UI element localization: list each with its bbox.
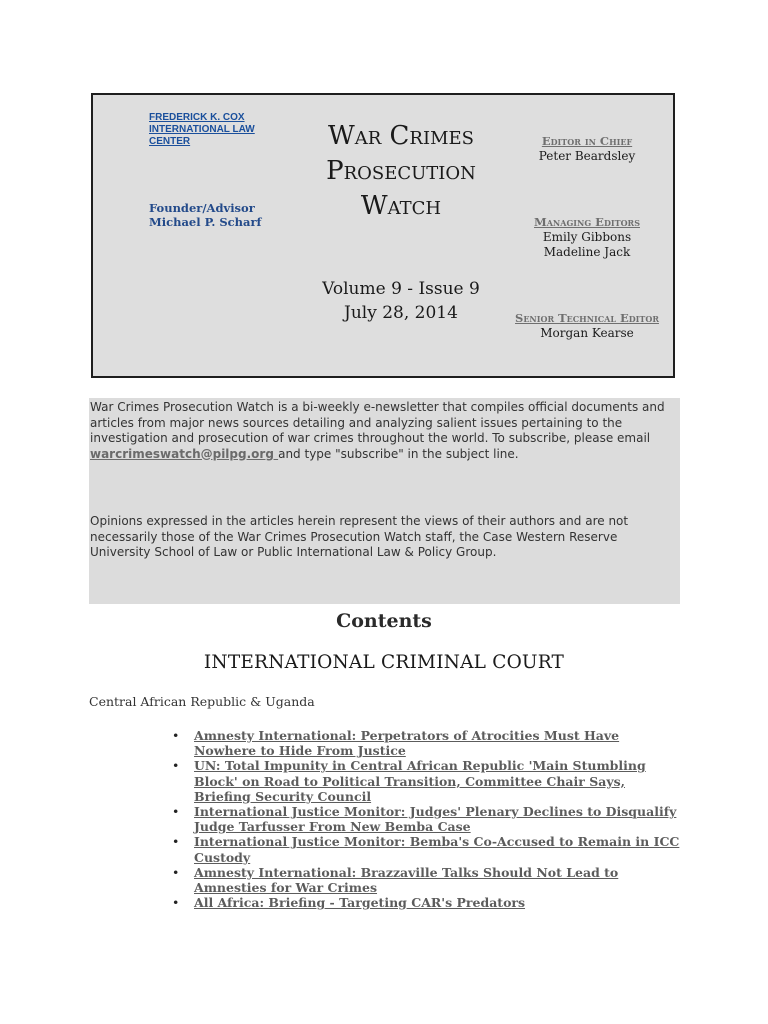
intro-panel [89, 398, 680, 604]
list-item [194, 728, 684, 758]
title-line-1: War Crimes [328, 121, 474, 151]
disclaimer-paragraph: Opinions expressed in the articles herein represent the views of their authors and are not necessarily those of the War Crimes Prosecution Watch staff, the Case Western Reserve University School of Law or Public International Law & Policy Group. [90, 514, 629, 559]
founder-name: Michael P. Scharf [149, 215, 262, 229]
managing-editors-label: Managing Editors [534, 215, 640, 229]
intro-text: War Crimes Prosecution Watch is a bi-weekly e-newsletter that compiles official documents and articles from major news sources detailing and analyzing salient issues pertaining to the investigation and prosecution of war crimes throughout the world. To subscribe, please email [90, 400, 665, 445]
article-link[interactable]: Amnesty International: Brazzaville Talks Should Not Lead to Amnesties for War Crimes [194, 864, 619, 896]
list-item [194, 895, 684, 910]
senior-technical-editor-label: Senior Technical Editor [515, 311, 659, 325]
masthead [91, 93, 675, 378]
subscribe-email-link[interactable]: warcrimeswatch@pilpg.org [90, 446, 279, 461]
article-link[interactable]: International Justice Monitor: Judges' Plenary Declines to Disqualify Judge Tarfusser From New Bemba Case [194, 804, 677, 835]
list-item [194, 804, 684, 834]
article-list [194, 728, 684, 910]
title-line-3: Watch [360, 191, 442, 221]
title-line-2: Prosecution [326, 156, 476, 186]
managing-editor-name: Madeline Jack [543, 245, 631, 259]
issue-info [287, 277, 515, 325]
volume-issue: Volume 9 - Issue 9 [322, 279, 480, 299]
managing-editors-block [495, 215, 679, 260]
senior-technical-editor-block [495, 311, 679, 341]
managing-editor-name: Emily Gibbons [542, 230, 632, 244]
region-label: Central African Republic & Uganda [89, 694, 315, 709]
contents-heading: Contents [336, 610, 432, 632]
section-heading: INTERNATIONAL CRIMINAL COURT [203, 652, 565, 673]
intro-text-end: and type "subscribe" in the subject line. [278, 446, 519, 461]
founder-block [149, 201, 261, 229]
article-link[interactable]: Amnesty International: Perpetrators of Atrocities Must Have Nowhere to Hide From Justice [194, 728, 620, 759]
founder-role: Founder/Advisor [149, 201, 255, 215]
article-link[interactable]: All Africa: Briefing - Targeting CAR's Predators [194, 895, 526, 911]
list-item [194, 865, 684, 895]
list-item [194, 758, 684, 804]
list-item [194, 834, 684, 864]
intro-paragraph [90, 400, 679, 462]
article-link[interactable]: International Justice Monitor: Bemba's Co-Accused to Remain in ICC Custody [194, 834, 680, 865]
newsletter-title [287, 119, 515, 224]
cox-center-link[interactable]: FREDERICK K. COX INTERNATIONAL LAW CENTER [149, 112, 255, 147]
article-link[interactable]: UN: Total Impunity in Central African Republic 'Main Stumbling Block' on Road to Political Transition, Committee Chair Says, Briefing Security Council [194, 758, 646, 804]
editor-in-chief-block [495, 134, 679, 164]
senior-technical-editor-name: Morgan Kearse [540, 326, 634, 340]
editor-in-chief-label: Editor in Chief [541, 134, 633, 148]
issue-date: July 28, 2014 [344, 303, 458, 323]
editor-in-chief-name: Peter Beardsley [538, 149, 636, 163]
